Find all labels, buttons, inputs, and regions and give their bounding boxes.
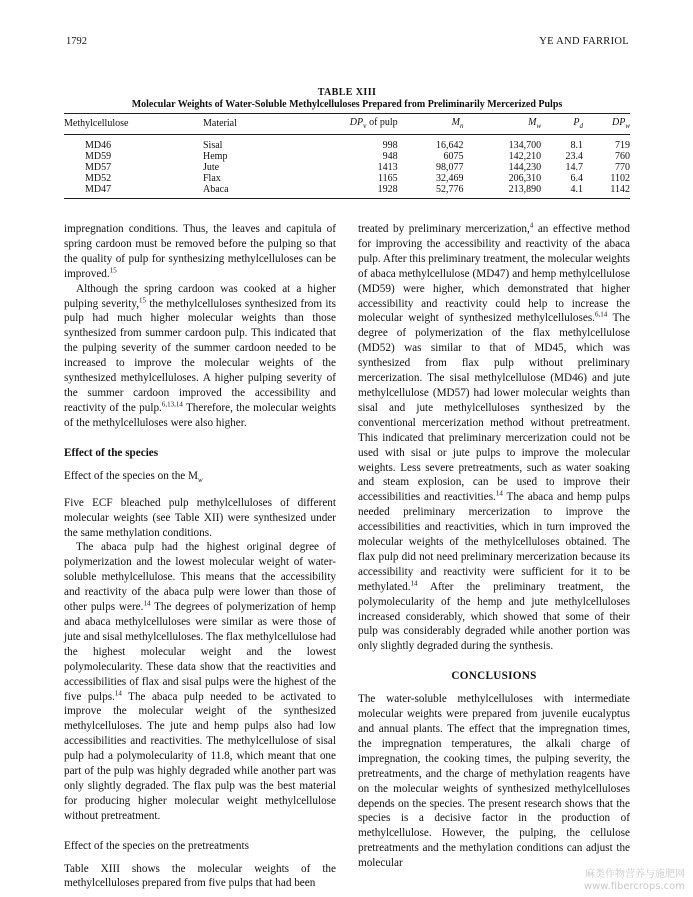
table-cell: 1413 xyxy=(377,162,398,173)
table-label: TABLE XIII xyxy=(317,87,377,98)
table-cell: 134,700 xyxy=(508,140,542,151)
table-cell: 98,077 xyxy=(435,162,464,173)
section-heading-conclusions: CONCLUSIONS xyxy=(451,670,537,683)
table-caption: Molecular Weights of Water-Soluble Methylcelluloses Prepared from Preliminarily Mercerized Pulps xyxy=(131,99,563,110)
table-cell: 6075 xyxy=(443,151,464,162)
subsection-heading-species-mw: Effect of the species on the $M_w$ xyxy=(64,469,203,484)
table-cell: 998 xyxy=(382,140,398,151)
table-cell: 1142 xyxy=(610,184,630,195)
table-cell: 1928 xyxy=(377,184,398,195)
paragraph: impregnation conditions. Thus, the leaves and capitula of spring cardoon must be removed before the pulping so that the quality of pulp for synthesizing methylcelluloses can be improved.$^{15}$ xyxy=(64,223,336,280)
table-row xyxy=(64,173,630,184)
table-cell: 206,310 xyxy=(508,173,542,184)
table-cell: 770 xyxy=(615,162,630,173)
table-cell: Abaca xyxy=(203,184,229,195)
table-cell: 760 xyxy=(615,151,630,162)
table-cell: 4.1 xyxy=(570,184,583,195)
table-cell: Flax xyxy=(203,173,221,184)
table-cell: 142,210 xyxy=(508,151,542,162)
col-header-mn: $M_n$ xyxy=(451,117,464,130)
table-cell: 213,890 xyxy=(508,184,542,195)
table-cell: 6.4 xyxy=(570,173,583,184)
table-cell: 52,776 xyxy=(435,184,464,195)
col-header-methylcellulose: Methylcellulose xyxy=(64,118,129,129)
col-header-mw: $M_w$ xyxy=(528,117,542,130)
running-header-authors: YE AND FARRIOL xyxy=(539,36,629,47)
right-column xyxy=(358,222,630,871)
table-cell: MD59 xyxy=(85,151,112,162)
table-cell: 948 xyxy=(382,151,398,162)
table-cell: Sisal xyxy=(203,140,223,151)
table-cell: 8.1 xyxy=(570,140,583,151)
table-cell: 719 xyxy=(615,140,630,151)
section-heading-species: Effect of the species xyxy=(64,446,159,459)
table-row xyxy=(64,162,630,173)
table-header-row xyxy=(64,114,630,135)
table-cell: 144,230 xyxy=(508,162,542,173)
subsection-heading-pretreatments: Effect of the species on the pretreatments xyxy=(64,839,249,852)
table-xiii xyxy=(64,87,630,199)
table-body xyxy=(64,135,630,199)
table-cell: Jute xyxy=(203,162,220,173)
paragraph: Although the spring cardoon was cooked at a higher pulping severity,$^{15}$ the methylcelluloses synthesized from its pulp had much higher molecular weights than those synthesized from summer cardoon pulp. This indicated that the pulping severity of the summer cardoon needed to be increased to improve the molecular weights of the synthesized methylcelluloses. A higher pulping severity of the summer cardoon improved the accessibility and reactivity of the pulp.$^{6,13,14}$ Therefore, the molecular weights of the methylcelluloses were also higher. xyxy=(64,282,336,429)
col-header-pd: $P_d$ xyxy=(573,117,583,130)
table-cell: 1165 xyxy=(378,173,398,184)
col-header-dpw: $DP_w$ xyxy=(611,117,630,130)
table-cell: 32,469 xyxy=(435,173,464,184)
paragraph: The abaca pulp had the highest original degree of polymerization and the lowest molecular weight of water-soluble methylcellulose. This means that the accessibility and reactivity of the abaca pulp were lower than those of other pulps were.$^{14}$ The degrees of polymerization of hemp and abaca methylcelluloses were similar as were those of jute and sisal methylcelluloses. The flax methylcellulose had the highest molecular weight and the lowest polymolecularity. These data show that the reactivities and accessibilities of flax and sisal pulps were the highest of the five pulps.$^{14}$ The abaca pulp needed to be activated to improve the molecular weight of the synthesized methylcelluloses. The jute and hemp pulps also had low accessibilities and reactivities. The methylcellulose of sisal pulp had a polymolecularity of 11.8, which meant that one part of the pulp was highly degraded while another part was only slightly degraded. The flax pulp was the best material for producing higher molecular weight methylcellulose without pretreatment. xyxy=(64,541,337,822)
table-cell: MD46 xyxy=(85,140,112,151)
table-cell: 1102 xyxy=(610,173,630,184)
table-cell: 14.7 xyxy=(565,162,583,173)
table-row xyxy=(64,135,630,152)
left-column xyxy=(64,222,336,891)
table-cell: MD57 xyxy=(85,162,112,173)
paragraph: treated by preliminary mercerization,$^4$ an effective method for improving the accessibility and reactivity of the abaca pulp. After this preliminary treatment, the molecular weights of abaca methylcellulose (MD47) and hemp methylcellulose (MD59) were higher, which demonstrated that higher accessibility and reactivity could help to increase the molecular weight of synthesized methylcelluloses.$^{6,14}$ The degree of polymerization of the flax methylcellulose (MD52) was similar to that of MD45, which was synthesized from flax pulp without preliminary mercerization. The sisal methylcellulose (MD46) and jute methylcellulose (MD57) had lower molecular weights than sisal and jute methylcelluloses synthesized by the conventional mercerization method without pretreatment. This indicated that preliminary mercerization could not be used with sisal or jute pulps to improve the molecular weights. Less severe pretreatments, such as water soaking and steam explosion, can be used to improve their accessibilities and reactivities.$^{14}$ The abaca and hemp pulps needed preliminary mercerization to improve the accessibilities and reactivities, which in turn improved the molecular weights of the methylcelluloses obtained. The flax pulp did not need preliminary mercerization because its accessibility and reactivity were sufficient for it to be methylated.$^{14}$ After the preliminary treatment, the polymolecularity of the hemp and jute methylcelluloses increased considerably, which showed that some of their pulp was considerably degraded while another portion was only slightly degraded during the synthesis. xyxy=(358,221,630,653)
table-cell: Hemp xyxy=(203,151,228,162)
table-cell: MD52 xyxy=(85,173,112,184)
paragraph: Five ECF bleached pulp methylcelluloses of different molecular weights (see Table XII) were synthesized under the same methylation conditions. xyxy=(64,496,336,539)
table-row xyxy=(64,184,630,199)
table-cell: MD47 xyxy=(85,184,112,195)
col-header-material: Material xyxy=(203,118,237,129)
table-cell: 16,642 xyxy=(435,140,464,151)
page-number: 1792 xyxy=(66,36,87,47)
col-header-dpv: $DP_v$ of pulp xyxy=(349,117,398,130)
watermark: 麻类作物营养与施肥网 www.fibercrops.com xyxy=(583,869,685,892)
paragraph: The water-soluble methylcelluloses with intermediate molecular weights were prepared from juvenile eucalyptus and annual plants. The effect that the impregnation times, the impregnation temperatures, the alkali charge of impregnation, the cooking times, the pulping severity, the pretreatments, and the charge of methylation reagents have on the molecular weights of synthesized methylcelluloses depends on the species. The present research shows that the species is a decisive factor in the production of methylcellulose. However, the pulping, the cellulose pretreatments and the methylation conditions can adjust the molecular xyxy=(358,693,630,870)
paragraph: Table XIII shows the molecular weights of the methylcelluloses prepared from five pulps that had been xyxy=(64,862,336,890)
table-cell: 23.4 xyxy=(565,151,583,162)
table-row xyxy=(64,151,630,162)
molecular-weights-table xyxy=(64,113,630,199)
